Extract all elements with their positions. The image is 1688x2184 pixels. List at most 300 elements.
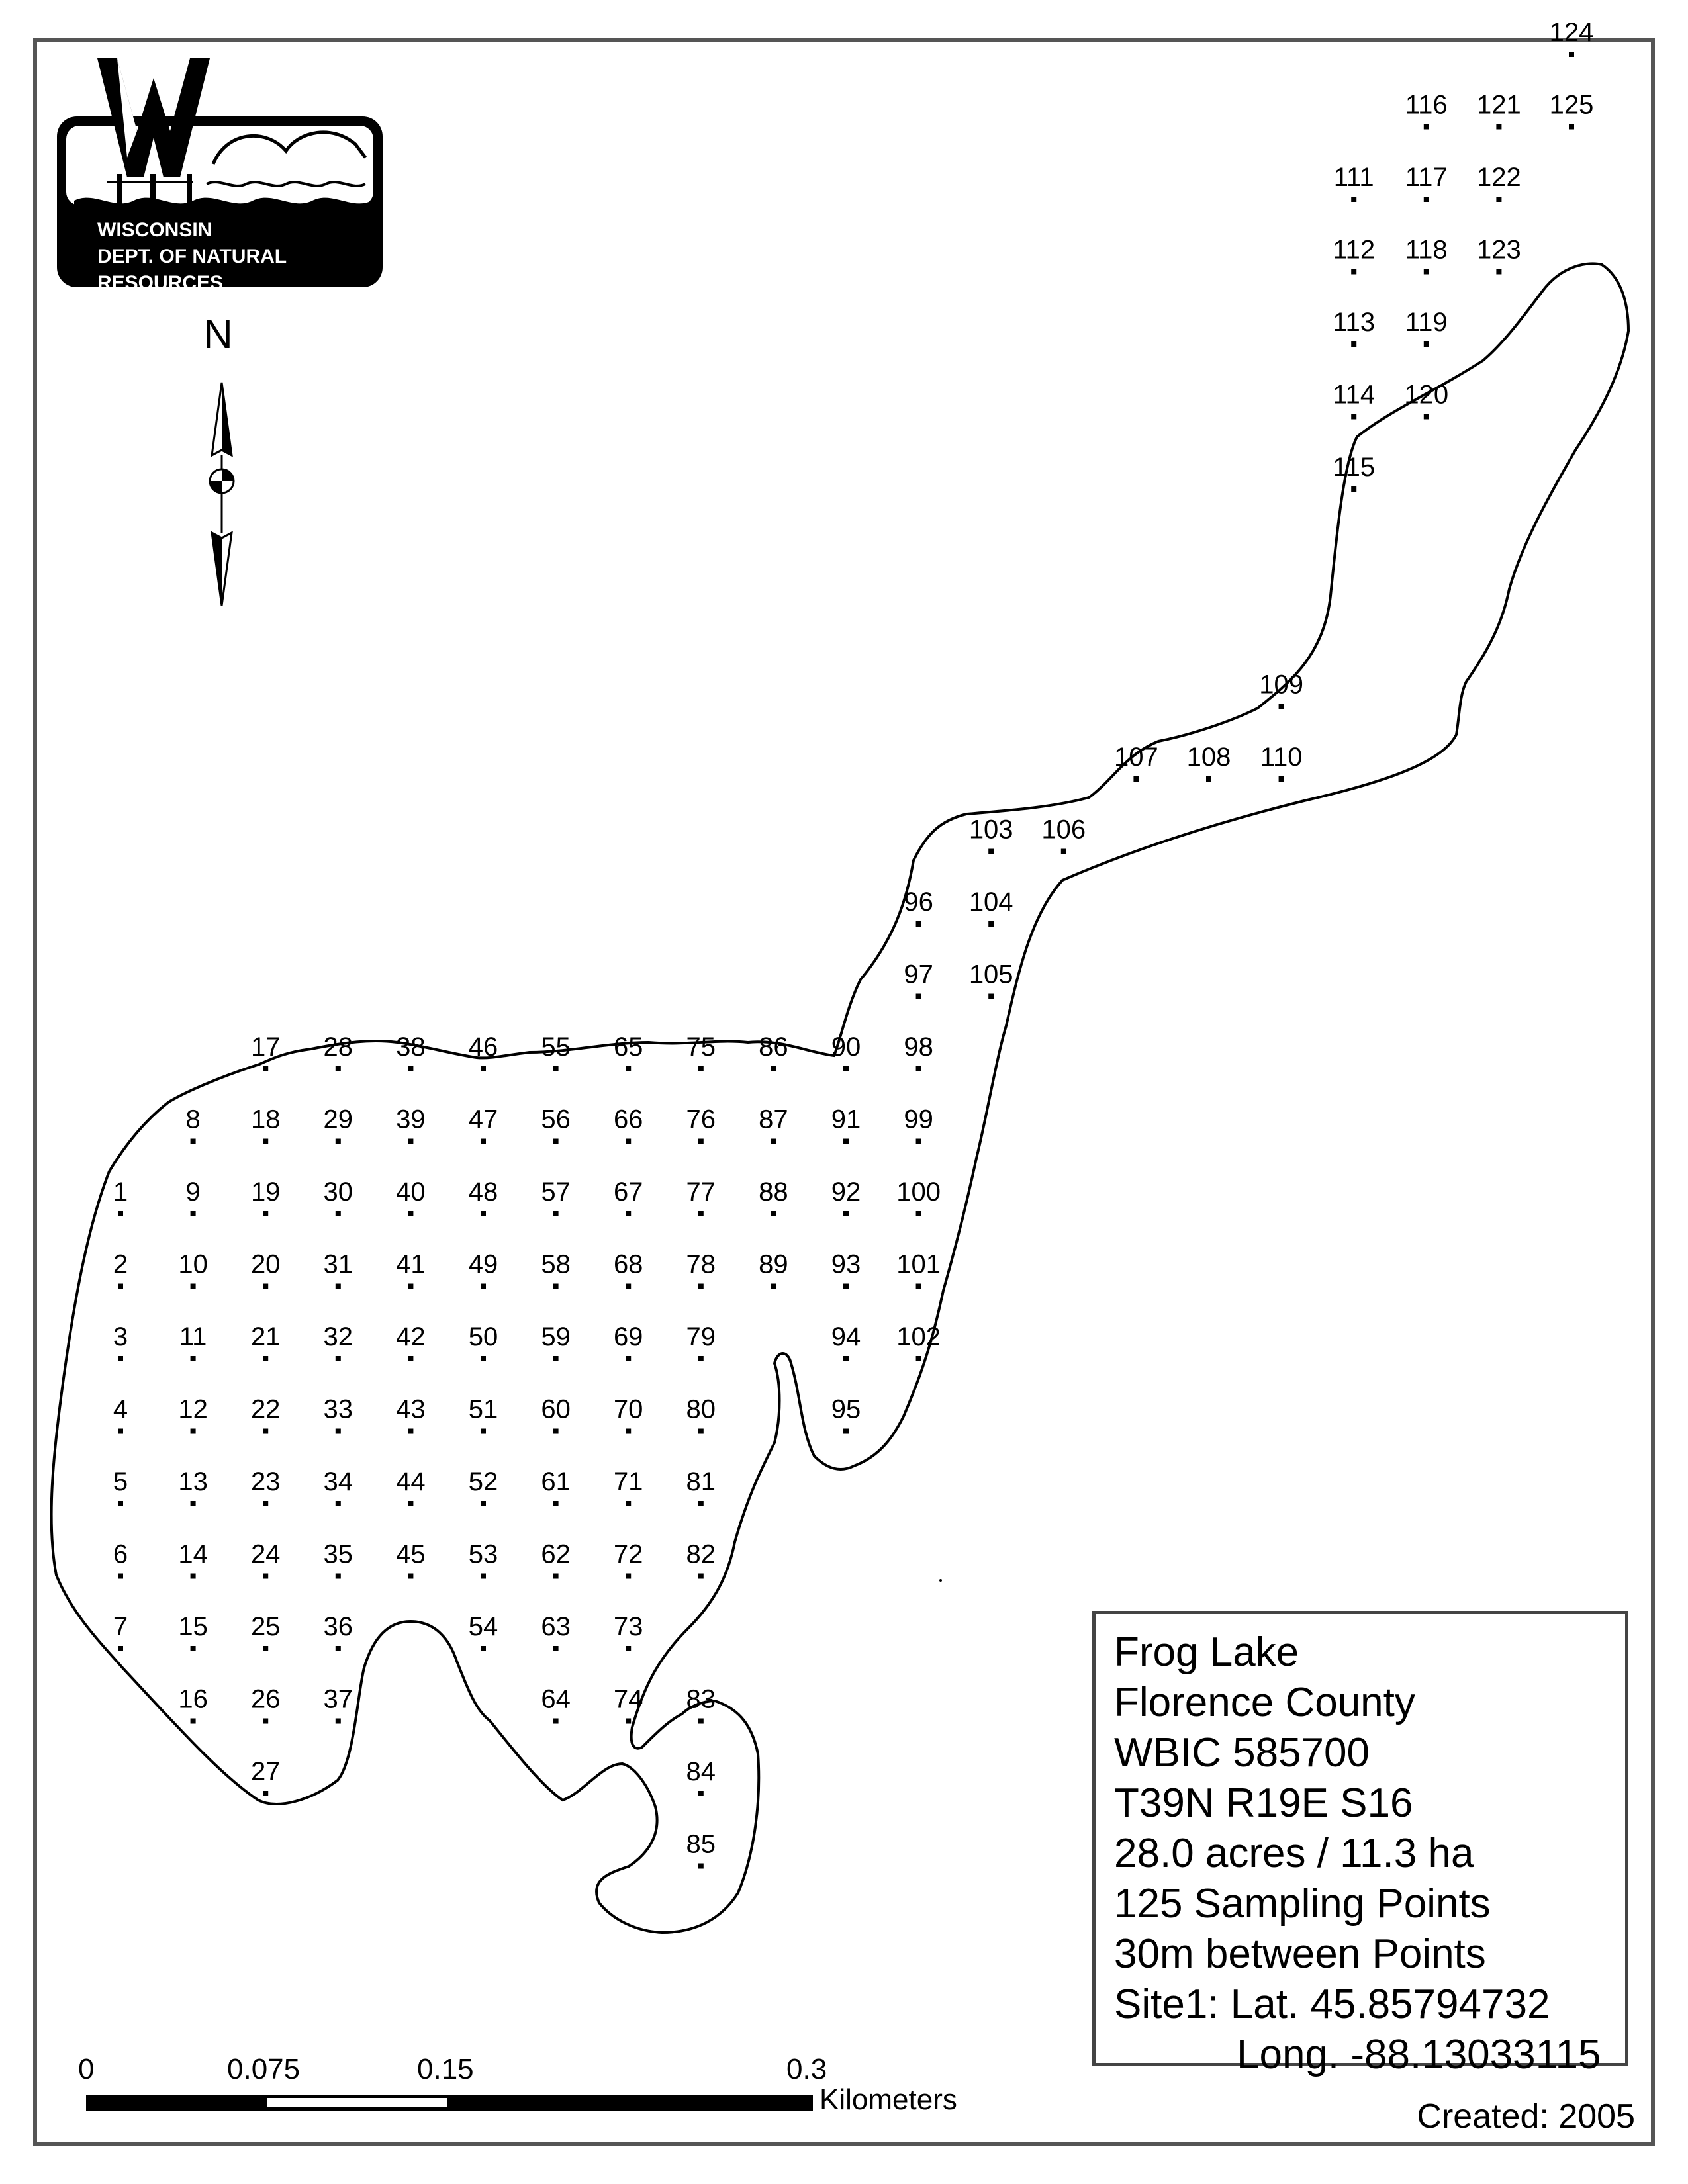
site-lat: Site1: Lat. 45.85794732: [1114, 1981, 1550, 2027]
sampling-point-marker: [336, 1429, 341, 1434]
sampling-point-marker: [263, 1646, 268, 1651]
sampling-point: [324, 1395, 353, 1434]
sampling-point-label: 68: [613, 1250, 643, 1279]
sampling-point: [541, 1395, 571, 1434]
sampling-point-label: 104: [968, 887, 1013, 917]
sampling-point-marker: [191, 1356, 196, 1361]
sampling-point: [178, 1612, 208, 1651]
sampling-point: [324, 1612, 353, 1651]
sampling-point-marker: [698, 1864, 704, 1869]
sampling-point-label: 61: [541, 1467, 571, 1496]
sampling-point-marker: [481, 1501, 486, 1506]
wdnr-logo: [54, 58, 385, 294]
sampling-point-marker: [553, 1646, 559, 1651]
sampling-point-label: 28: [323, 1032, 353, 1062]
lake-name: Frog Lake: [1114, 1629, 1299, 1675]
sampling-point: [251, 1467, 281, 1506]
sampling-point-label: 11: [179, 1322, 207, 1351]
sampling-point: [178, 1540, 208, 1579]
sampling-point: [178, 1395, 208, 1434]
sampling-point: [904, 887, 933, 927]
sampling-point-marker: [118, 1501, 123, 1506]
sampling-point-marker: [336, 1356, 341, 1361]
sampling-point: [1477, 236, 1521, 275]
sampling-point-label: 47: [468, 1105, 498, 1134]
location: T39N R19E S16: [1114, 1780, 1413, 1826]
sampling-point-label: 52: [468, 1467, 498, 1496]
scale-tick-2: 0.15: [417, 2053, 474, 2085]
sampling-point: [1260, 743, 1303, 782]
sampling-point-label: 122: [1477, 163, 1521, 192]
sampling-point: [113, 1467, 128, 1506]
sampling-point: [178, 1250, 208, 1289]
sampling-point: [324, 1685, 353, 1724]
sampling-point: [1405, 163, 1448, 202]
sampling-point-label: 99: [904, 1105, 933, 1134]
sampling-point-label: 81: [686, 1467, 716, 1496]
sampling-point: [113, 1250, 128, 1289]
sampling-point: [541, 1322, 571, 1361]
sampling-point: [686, 1322, 716, 1361]
sampling-point-label: 5: [113, 1467, 128, 1496]
sampling-point-label: 26: [250, 1684, 281, 1714]
sampling-point-marker: [1569, 52, 1574, 57]
sampling-point: [904, 1032, 933, 1071]
sampling-point: [686, 1177, 716, 1216]
sampling-point-label: 57: [541, 1177, 571, 1206]
sampling-point-marker: [698, 1139, 704, 1144]
sampling-point-label: 1: [113, 1177, 128, 1206]
sampling-point: [324, 1322, 353, 1361]
sampling-point-marker: [481, 1356, 486, 1361]
sampling-point-label: 101: [896, 1250, 941, 1279]
sampling-point: [469, 1540, 498, 1579]
sampling-point-label: 17: [250, 1032, 281, 1062]
sampling-point: [614, 1395, 643, 1434]
sampling-point: [113, 1395, 128, 1434]
sampling-point-label: 55: [541, 1032, 571, 1062]
sampling-point-label: 95: [831, 1394, 861, 1424]
sampling-point-label: 107: [1114, 743, 1158, 772]
sampling-point: [831, 1177, 861, 1216]
sampling-point: [896, 1250, 941, 1289]
sampling-point-marker: [553, 1501, 559, 1506]
sampling-point-label: 91: [831, 1105, 861, 1134]
sampling-point: [1550, 18, 1594, 57]
sampling-point: [614, 1250, 643, 1289]
sampling-point-marker: [843, 1211, 849, 1216]
sampling-point-marker: [481, 1139, 486, 1144]
sampling-point: [759, 1032, 788, 1071]
sampling-point: [614, 1032, 643, 1071]
sampling-point-label: 88: [759, 1177, 788, 1206]
sampling-point-marker: [771, 1211, 776, 1216]
sampling-point: [614, 1322, 643, 1361]
sampling-point-label: 87: [759, 1105, 788, 1134]
sampling-point-label: 119: [1405, 308, 1448, 337]
sampling-point-marker: [1351, 197, 1356, 202]
sampling-point-label: 115: [1333, 453, 1376, 482]
sampling-point-label: 62: [541, 1539, 571, 1569]
sampling-point-label: 44: [396, 1467, 426, 1496]
sampling-point-marker: [843, 1356, 849, 1361]
sampling-point-label: 92: [831, 1177, 861, 1206]
sampling-point: [1187, 743, 1231, 782]
sampling-point-marker: [408, 1139, 413, 1144]
sampling-point: [1405, 236, 1448, 275]
sampling-point-marker: [1424, 341, 1429, 347]
sampling-point-label: 39: [396, 1105, 426, 1134]
sampling-point-label: 40: [396, 1177, 426, 1206]
sampling-point: [614, 1612, 643, 1651]
sampling-point-marker: [626, 1211, 631, 1216]
sampling-point-marker: [626, 1574, 631, 1579]
sampling-point-marker: [408, 1574, 413, 1579]
sampling-point: [251, 1105, 281, 1144]
sampling-point-label: 46: [468, 1032, 498, 1062]
sampling-point-marker: [698, 1284, 704, 1289]
sampling-point-marker: [626, 1066, 631, 1071]
sampling-point-label: 66: [613, 1105, 643, 1134]
sampling-point-label: 6: [113, 1539, 128, 1569]
sampling-point-label: 30: [323, 1177, 353, 1206]
points-count: 125 Sampling Points: [1114, 1881, 1491, 1927]
sampling-point: [1550, 91, 1594, 130]
sampling-point: [251, 1250, 281, 1289]
sampling-point-label: 33: [323, 1394, 353, 1424]
sampling-point-label: 8: [185, 1105, 201, 1134]
sampling-point-label: 78: [686, 1250, 716, 1279]
sampling-point: [904, 960, 933, 999]
sampling-point-label: 10: [178, 1250, 208, 1279]
sampling-point-label: 54: [468, 1612, 498, 1641]
sampling-point-label: 77: [686, 1177, 716, 1206]
sampling-point-marker: [1061, 849, 1066, 854]
sampling-point-label: 110: [1260, 743, 1303, 772]
sampling-point: [251, 1540, 281, 1579]
sampling-point-label: 38: [396, 1032, 426, 1062]
sampling-point-marker: [336, 1211, 341, 1216]
sampling-point-marker: [1496, 197, 1501, 202]
created-date: Created: 2005: [1417, 2097, 1635, 2136]
sampling-point-marker: [408, 1284, 413, 1289]
sampling-point: [969, 960, 1013, 999]
sampling-point-label: 41: [396, 1250, 426, 1279]
sampling-point-marker: [118, 1211, 123, 1216]
sampling-point: [1333, 236, 1375, 275]
sampling-point-label: 63: [541, 1612, 571, 1641]
sampling-point-label: 90: [831, 1032, 861, 1062]
sampling-point-label: 100: [896, 1177, 941, 1206]
sampling-point-marker: [263, 1139, 268, 1144]
sampling-point-marker: [553, 1429, 559, 1434]
sampling-point-marker: [553, 1066, 559, 1071]
sampling-point-label: 116: [1405, 90, 1448, 120]
sampling-point: [541, 1612, 571, 1651]
sampling-point-label: 125: [1549, 90, 1594, 120]
sampling-point-marker: [1279, 704, 1284, 709]
sampling-point: [251, 1395, 281, 1434]
sampling-point-marker: [626, 1429, 631, 1434]
sampling-point-marker: [916, 1066, 921, 1071]
sampling-point-marker: [553, 1574, 559, 1579]
spacing: 30m between Points: [1114, 1931, 1486, 1977]
sampling-point-marker: [626, 1719, 631, 1724]
sampling-point: [541, 1250, 571, 1289]
sampling-point: [251, 1612, 281, 1651]
sampling-point-label: 64: [541, 1684, 571, 1714]
sampling-point-label: 85: [686, 1829, 716, 1859]
logo-text: [54, 217, 385, 296]
sampling-point-label: 113: [1333, 308, 1376, 337]
sampling-point: [1477, 163, 1521, 202]
sampling-point-marker: [698, 1574, 704, 1579]
sampling-point: [1333, 453, 1375, 492]
sampling-point-label: 96: [904, 887, 933, 917]
sampling-point: [614, 1685, 643, 1724]
sampling-point: [686, 1395, 716, 1434]
sampling-point-label: 27: [250, 1757, 281, 1786]
sampling-point: [541, 1685, 571, 1724]
sampling-point-marker: [1351, 341, 1356, 347]
sampling-point-marker: [118, 1429, 123, 1434]
sampling-point: [324, 1105, 353, 1144]
north-label: N: [203, 312, 233, 357]
sampling-point: [1405, 308, 1448, 347]
sampling-point-label: 67: [613, 1177, 643, 1206]
sampling-point-marker: [698, 1429, 704, 1434]
sampling-point-marker: [698, 1211, 704, 1216]
sampling-point-marker: [1133, 776, 1139, 782]
sampling-point-label: 94: [831, 1322, 861, 1351]
sampling-point: [324, 1177, 353, 1216]
sampling-point-label: 112: [1333, 235, 1376, 265]
sampling-point: [541, 1540, 571, 1579]
sampling-point-label: 76: [686, 1105, 716, 1134]
sampling-point: [396, 1177, 426, 1216]
sampling-point-label: 37: [323, 1684, 353, 1714]
sampling-point: [831, 1105, 861, 1144]
sampling-point-marker: [1424, 197, 1429, 202]
sampling-point: [614, 1467, 643, 1506]
sampling-point-marker: [408, 1429, 413, 1434]
sampling-point: [969, 887, 1013, 927]
sampling-point: [185, 1177, 200, 1216]
sampling-point: [1041, 815, 1086, 854]
sampling-point-marker: [553, 1284, 559, 1289]
sampling-point-label: 21: [250, 1322, 281, 1351]
sampling-point-label: 23: [250, 1467, 281, 1496]
sampling-point-label: 75: [686, 1032, 716, 1062]
sampling-point: [396, 1032, 426, 1071]
sampling-point-marker: [626, 1501, 631, 1506]
sampling-point-label: 56: [541, 1105, 571, 1134]
sampling-point-marker: [771, 1284, 776, 1289]
sampling-point: [179, 1322, 207, 1361]
sampling-point-marker: [916, 1284, 921, 1289]
sampling-point: [1334, 163, 1374, 202]
logo-line-2: DEPT. OF NATURAL RESOURCES: [97, 246, 287, 294]
logo-line-1: WISCONSIN: [97, 219, 212, 241]
sampling-point-label: 124: [1549, 18, 1594, 47]
sampling-point-marker: [191, 1211, 196, 1216]
sampling-point-marker: [118, 1646, 123, 1651]
sampling-point-label: 69: [613, 1322, 643, 1351]
sampling-point-label: 70: [613, 1394, 643, 1424]
sampling-point-marker: [698, 1066, 704, 1071]
area: 28.0 acres / 11.3 ha: [1114, 1831, 1474, 1876]
sampling-point-marker: [988, 994, 994, 999]
sampling-point: [113, 1540, 128, 1579]
sampling-point: [469, 1322, 498, 1361]
sampling-point: [251, 1322, 281, 1361]
sampling-point-marker: [481, 1066, 486, 1071]
sampling-point-marker: [263, 1356, 268, 1361]
north-arrow-icon: [210, 383, 234, 606]
sampling-point-marker: [843, 1429, 849, 1434]
sampling-point-marker: [263, 1719, 268, 1724]
sampling-point: [831, 1395, 861, 1434]
sampling-point-label: 2: [113, 1250, 128, 1279]
sampling-point-marker: [553, 1356, 559, 1361]
sampling-point-marker: [408, 1501, 413, 1506]
sampling-point-marker: [698, 1791, 704, 1796]
wbic: WBIC 585700: [1114, 1730, 1370, 1776]
sampling-point: [396, 1395, 426, 1434]
site-long: Long. -88.13033115: [1237, 2032, 1601, 2077]
sampling-point: [324, 1032, 353, 1071]
county: Florence County: [1114, 1680, 1415, 1725]
sampling-point: [396, 1467, 426, 1506]
sampling-point-label: 7: [113, 1612, 128, 1641]
sampling-point: [251, 1177, 281, 1216]
sampling-point-marker: [191, 1284, 196, 1289]
sampling-point-marker: [263, 1501, 268, 1506]
sampling-point-marker: [336, 1574, 341, 1579]
sampling-point-label: 121: [1477, 90, 1521, 120]
sampling-point-label: 36: [323, 1612, 353, 1641]
sampling-point-marker: [336, 1284, 341, 1289]
sampling-point-marker: [481, 1646, 486, 1651]
sampling-point-marker: [1496, 124, 1501, 130]
sampling-point-marker: [626, 1284, 631, 1289]
sampling-point-label: 42: [396, 1322, 426, 1351]
sampling-point: [396, 1540, 426, 1579]
sampling-point-marker: [481, 1211, 486, 1216]
sampling-point-label: 108: [1186, 743, 1231, 772]
sampling-point-label: 25: [250, 1612, 281, 1641]
sampling-point: [1404, 381, 1448, 420]
sampling-point-marker: [843, 1284, 849, 1289]
sampling-point-marker: [481, 1429, 486, 1434]
sampling-point: [469, 1032, 498, 1071]
sampling-point-label: 45: [396, 1539, 426, 1569]
sampling-point: [686, 1032, 716, 1071]
sampling-point-label: 73: [613, 1612, 643, 1641]
sampling-point-marker: [916, 1139, 921, 1144]
sampling-point-marker: [481, 1574, 486, 1579]
sampling-point: [686, 1830, 716, 1869]
sampling-point-marker: [191, 1574, 196, 1579]
sampling-point-marker: [988, 849, 994, 854]
sampling-point-marker: [553, 1139, 559, 1144]
sampling-point-marker: [336, 1066, 341, 1071]
sampling-point: [178, 1685, 208, 1724]
sampling-point: [686, 1105, 716, 1144]
sampling-point-marker: [263, 1791, 268, 1796]
sampling-point-label: 103: [968, 815, 1013, 844]
sampling-point-label: 22: [250, 1394, 281, 1424]
sampling-point: [614, 1540, 643, 1579]
sampling-point: [686, 1467, 716, 1506]
sampling-point: [185, 1105, 200, 1144]
sampling-point-label: 98: [904, 1032, 933, 1062]
sampling-point-marker: [263, 1066, 268, 1071]
sampling-point-marker: [1424, 124, 1429, 130]
sampling-point-marker: [626, 1646, 631, 1651]
sampling-point: [469, 1612, 498, 1651]
sampling-point-marker: [1496, 269, 1501, 275]
sampling-point-label: 51: [468, 1394, 498, 1424]
sampling-point-marker: [771, 1066, 776, 1071]
sampling-point-marker: [336, 1139, 341, 1144]
sampling-point-label: 80: [686, 1394, 716, 1424]
sampling-point-marker: [1351, 269, 1356, 275]
sampling-point-label: 53: [468, 1539, 498, 1569]
sampling-point: [178, 1467, 208, 1506]
sampling-point-label: 20: [250, 1250, 281, 1279]
sampling-point-marker: [263, 1284, 268, 1289]
sampling-point-marker: [626, 1139, 631, 1144]
sampling-point-marker: [118, 1356, 123, 1361]
sampling-point: [324, 1540, 353, 1579]
sampling-point-label: 60: [541, 1394, 571, 1424]
sampling-point-marker: [553, 1211, 559, 1216]
sampling-point-label: 118: [1405, 235, 1448, 265]
sampling-point: [686, 1685, 716, 1724]
sampling-point-label: 16: [178, 1684, 208, 1714]
sampling-point-marker: [916, 1356, 921, 1361]
sampling-point: [469, 1467, 498, 1506]
sampling-point-marker: [698, 1501, 704, 1506]
sampling-point: [469, 1250, 498, 1289]
sampling-point-label: 13: [178, 1467, 208, 1496]
sampling-point: [396, 1250, 426, 1289]
sampling-point-marker: [118, 1284, 123, 1289]
sampling-point-label: 72: [613, 1539, 643, 1569]
sampling-point-label: 105: [968, 960, 1013, 989]
sampling-point: [541, 1467, 571, 1506]
sampling-point-label: 83: [686, 1684, 716, 1714]
sampling-point-label: 84: [686, 1757, 716, 1786]
sampling-point-marker: [698, 1356, 704, 1361]
sampling-point: [113, 1322, 128, 1361]
sampling-point-label: 111: [1333, 163, 1374, 192]
sampling-point-label: 14: [178, 1539, 208, 1569]
sampling-point-marker: [916, 994, 921, 999]
sampling-point: [686, 1250, 716, 1289]
sampling-point: [614, 1105, 643, 1144]
sampling-point-label: 65: [613, 1032, 643, 1062]
sampling-point-label: 123: [1477, 235, 1521, 265]
sampling-point-marker: [336, 1719, 341, 1724]
sampling-point-label: 32: [323, 1322, 353, 1351]
sampling-point: [541, 1105, 571, 1144]
sampling-point-marker: [1424, 414, 1429, 420]
sampling-point-label: 86: [759, 1032, 788, 1062]
sampling-point-label: 120: [1404, 380, 1449, 410]
sampling-point-label: 117: [1405, 163, 1448, 192]
